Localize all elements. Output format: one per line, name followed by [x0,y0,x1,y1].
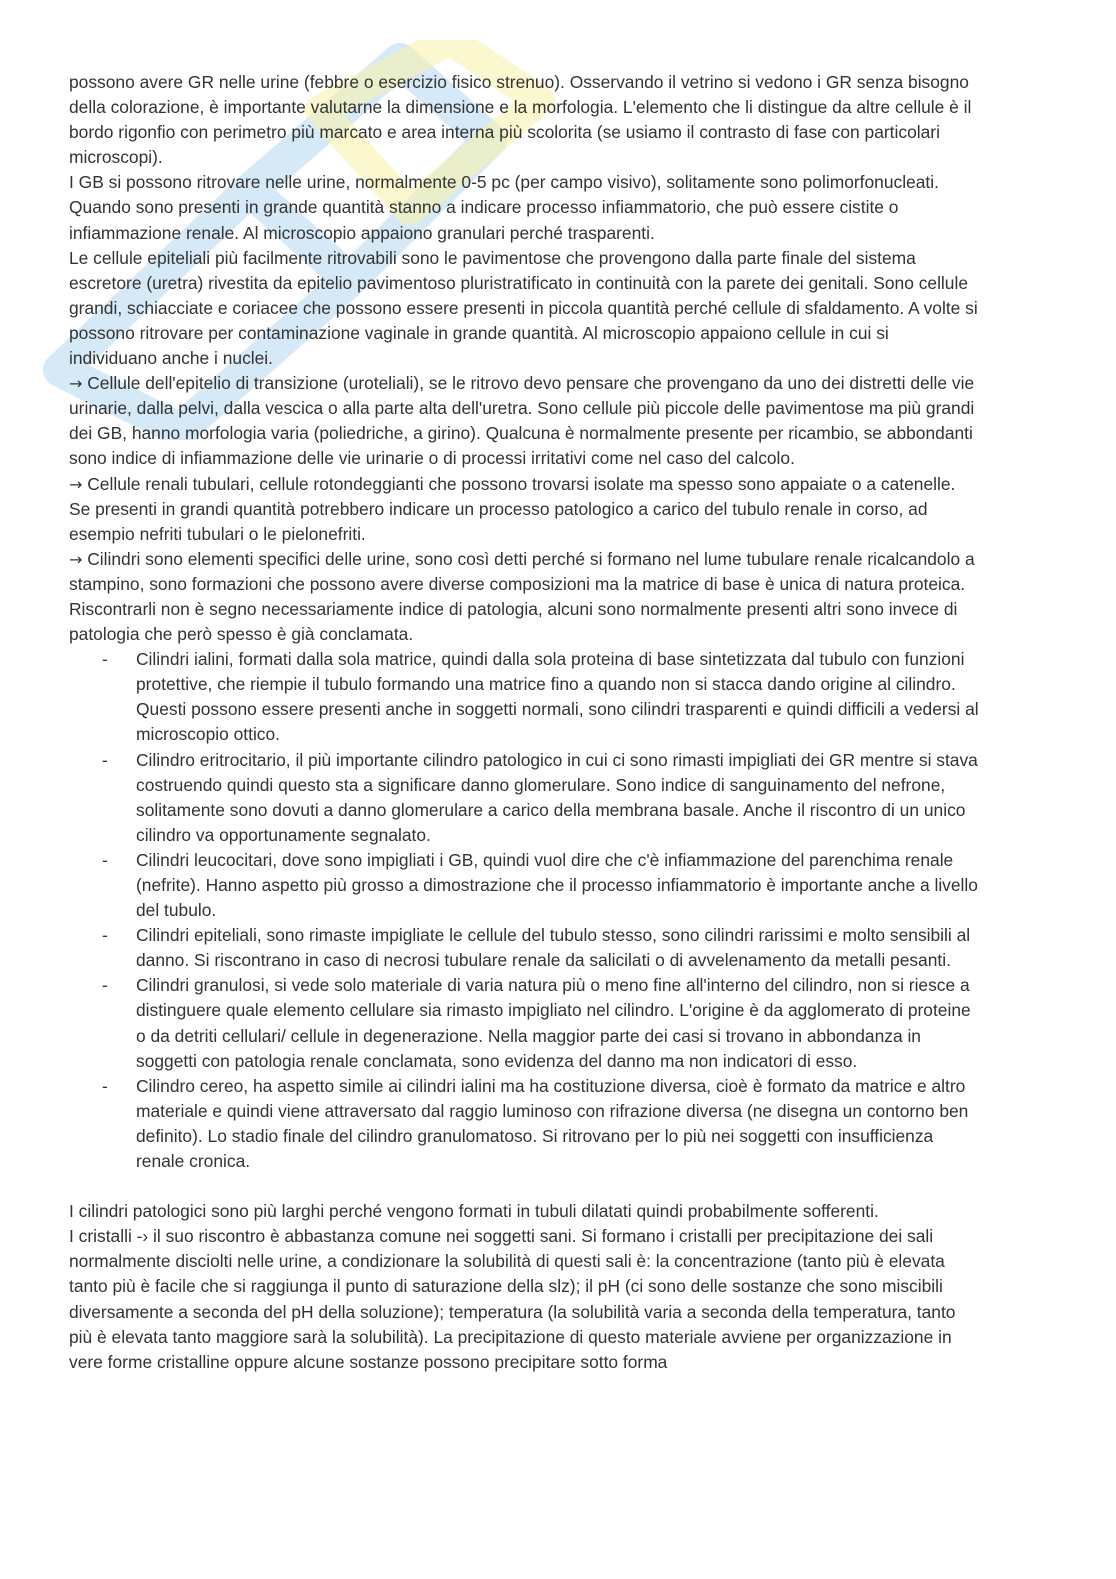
paragraph-epithelial-cells: Le cellule epiteliali più facilmente ritrovabili sono le pavimentose che provengono dalla parte finale del sistema escretore (uretra) rivestita da epitelio pavimentoso pluristratificato in continuità con la parete dei genitali. Sono cellule grandi, schiacciate e coriacee che possono essere presenti in piccola quantità perché cellule di sfaldamento. A volte si possono ritrovare per contaminazione vaginale in grande quantità. Al microscopio appaiono cellule in cui si individuano anche i nuclei. [69,247,978,369]
arrow-icon: → [69,374,83,394]
paragraph-pathologic-casts: I cilindri patologici sono più larghi perché vengono formati in tubuli dilatati quindi probabilmente sofferenti. [69,1201,879,1222]
arrow-icon: → [69,549,83,569]
list-item-epithelial-casts: - Cilindri epiteliali, sono rimaste impigliate le cellule del tubulo stesso, sono cilindri rarissimi e molto sensibili al danno. Si riscontrano in caso di necrosi tubulare renale da salicilati o di avvelenamento da metalli pesanti. [102,925,971,971]
list-item-leukocyte-casts: - Cilindri leucocitari, dove sono impigliati i GB, quindi vuol dire che c'è infiammazione del parenchima renale (nefrite). Hanno aspetto più grosso a dimostrazione che il processo infiammatorio è importante anche a livello del tubulo. [102,849,978,921]
list-item-waxy-cast: - Cilindro cereo, ha aspetto simile ai cilindri ialini ma ha costituzione diversa, cioè è formato da matrice e altro materiale e quindi viene attraversato dal raggio luminoso con rifrazione diversa (ne disegna un contorno ben definito). Lo stadio finale del cilindro granulomatoso. Si ritrovano per lo più nei soggetti con insufficienza renale cronica. [102,1075,969,1172]
paragraph-casts: → Cilindri sono elementi specifici delle urine, sono così detti perché si formano nel lume tubulare renale ricalcandolo a stampino, sono formazioni che possono avere diverse composizioni ma la matrice di base è unica di natura proteica. Riscontrarli non è segno necessariamente indice di patologia, alcuni sono normalmente presenti altri sono invece di patologia che però spesso è già conclamata. [69,548,975,645]
paragraph-tubular-cells: → Cellule renali tubulari, cellule rotondeggianti che possono trovarsi isolate ma spesso sono appaiate o a catenelle. Se presenti in grandi quantità potrebbero indicare un processo patologico a carico del tubulo renale in corso, ad esempio nefriti tubulari o le pielonefriti. [69,473,956,544]
paragraph-transitional-cells: → Cellule dell'epitelio di transizione (uroteliali), se le ritrovo devo pensare che provengano da uno dei distretti delle vie urinarie, dalla pelvi, dalla vescica o alla parte alta dell'uretra. Sono cellule più piccole delle pavimentose ma più grandi dei GB, hanno morfologia varia (poliedriche, a girino). Qualcuna è normalmente presente per ricambio, se abbondanti sono indice di infiammazione delle vie urinarie o di processi irritativi come nel caso del calcolo. [69,373,975,469]
list-item-hyaline-casts: - Cilindri ialini, formati dalla sola matrice, quindi dalla sola proteina di base sintetizzata dal tubulo con funzioni protettive, che riempie il tubulo formando una matrice fino a quando non si stacca dando origine al cilindro. Questi possono essere presenti anche in soggetti normali, sono cilindri trasparenti e quindi difficili a vedersi al microscopio ottico. [102,649,979,745]
paragraph-white-cells: I GB si possono ritrovare nelle urine, normalmente 0-5 pc (per campo visivo), solitamente sono polimorfonucleati. Quando sono presenti in grande quantità stanno a indicare processo infiammatorio, che può essere cistite o infiammazione renale. Al microscopio appaiono granulari perché trasparenti. [69,172,939,243]
paragraph-crystals: I cristalli -› il suo riscontro è abbastanza comune nei soggetti sani. Si formano i cristalli per precipitazione dei sali normalmente disciolti nelle urine, a condizionare la solubilità di questi sali è: la concentrazione (tanto più è elevata tanto più è facile che si raggiunga il punto di saturazione della slz); il pH (ci sono delle sostanze che sono miscibili diversamente a seconda del pH della soluzione); temperatura (la solubilità varia a seconda della temperatura, tanto più è elevata tanto maggiore sarà la solubilità). La precipitazione di questo materiale avviene per organizzazione in vere forme cristalline oppure alcune sostanze possono precipitare sotto forma [69,1226,956,1372]
paragraph-red-cells: possono avere GR nelle urine (febbre o esercizio fisico strenuo). Osservando il vetrino si vedono i GR senza bisogno della colorazione, è importante valutarne la dimensione e la morfologia. L'elemento che li distingue da altre cellule è il bordo rigonfio con perimetro più marcato e area interna più scolorita (se usiamo il contrasto di fase con particolari microscopi). [69,72,972,168]
list-item-erythrocyte-cast: - Cilindro eritrocitario, il più importante cilindro patologico in cui ci sono rimasti impigliati dei GR mentre si stava costruendo quindi questo sta a significare danno glomerulare. Sono indice di sanguinamento del nefrone, solitamente sono dovuti a danno glomerulare a carico della membrana basale. Anche il riscontro di un unico cilindro va opportunamente segnalato. [102,749,978,845]
blank-line [69,1174,979,1199]
arrow-icon: → [69,474,83,494]
list-item-granular-casts: - Cilindri granulosi, si vede solo materiale di varia natura più o meno fine all'interno del cilindro, non si riesce a distinguere quale elemento cellulare sia rimasto impigliato nel cilindro. L'origine è da agglomerato di proteine o da detriti cellulari/ cellule in degenerazione. Nella maggior parte dei casi si trovano in abbondanza in soggetti con patologia renale conclamata, sono evidenza del danno ma non indicatori di esso. [102,975,971,1071]
document-page [69,70,979,1375]
casts-list [69,647,979,1174]
